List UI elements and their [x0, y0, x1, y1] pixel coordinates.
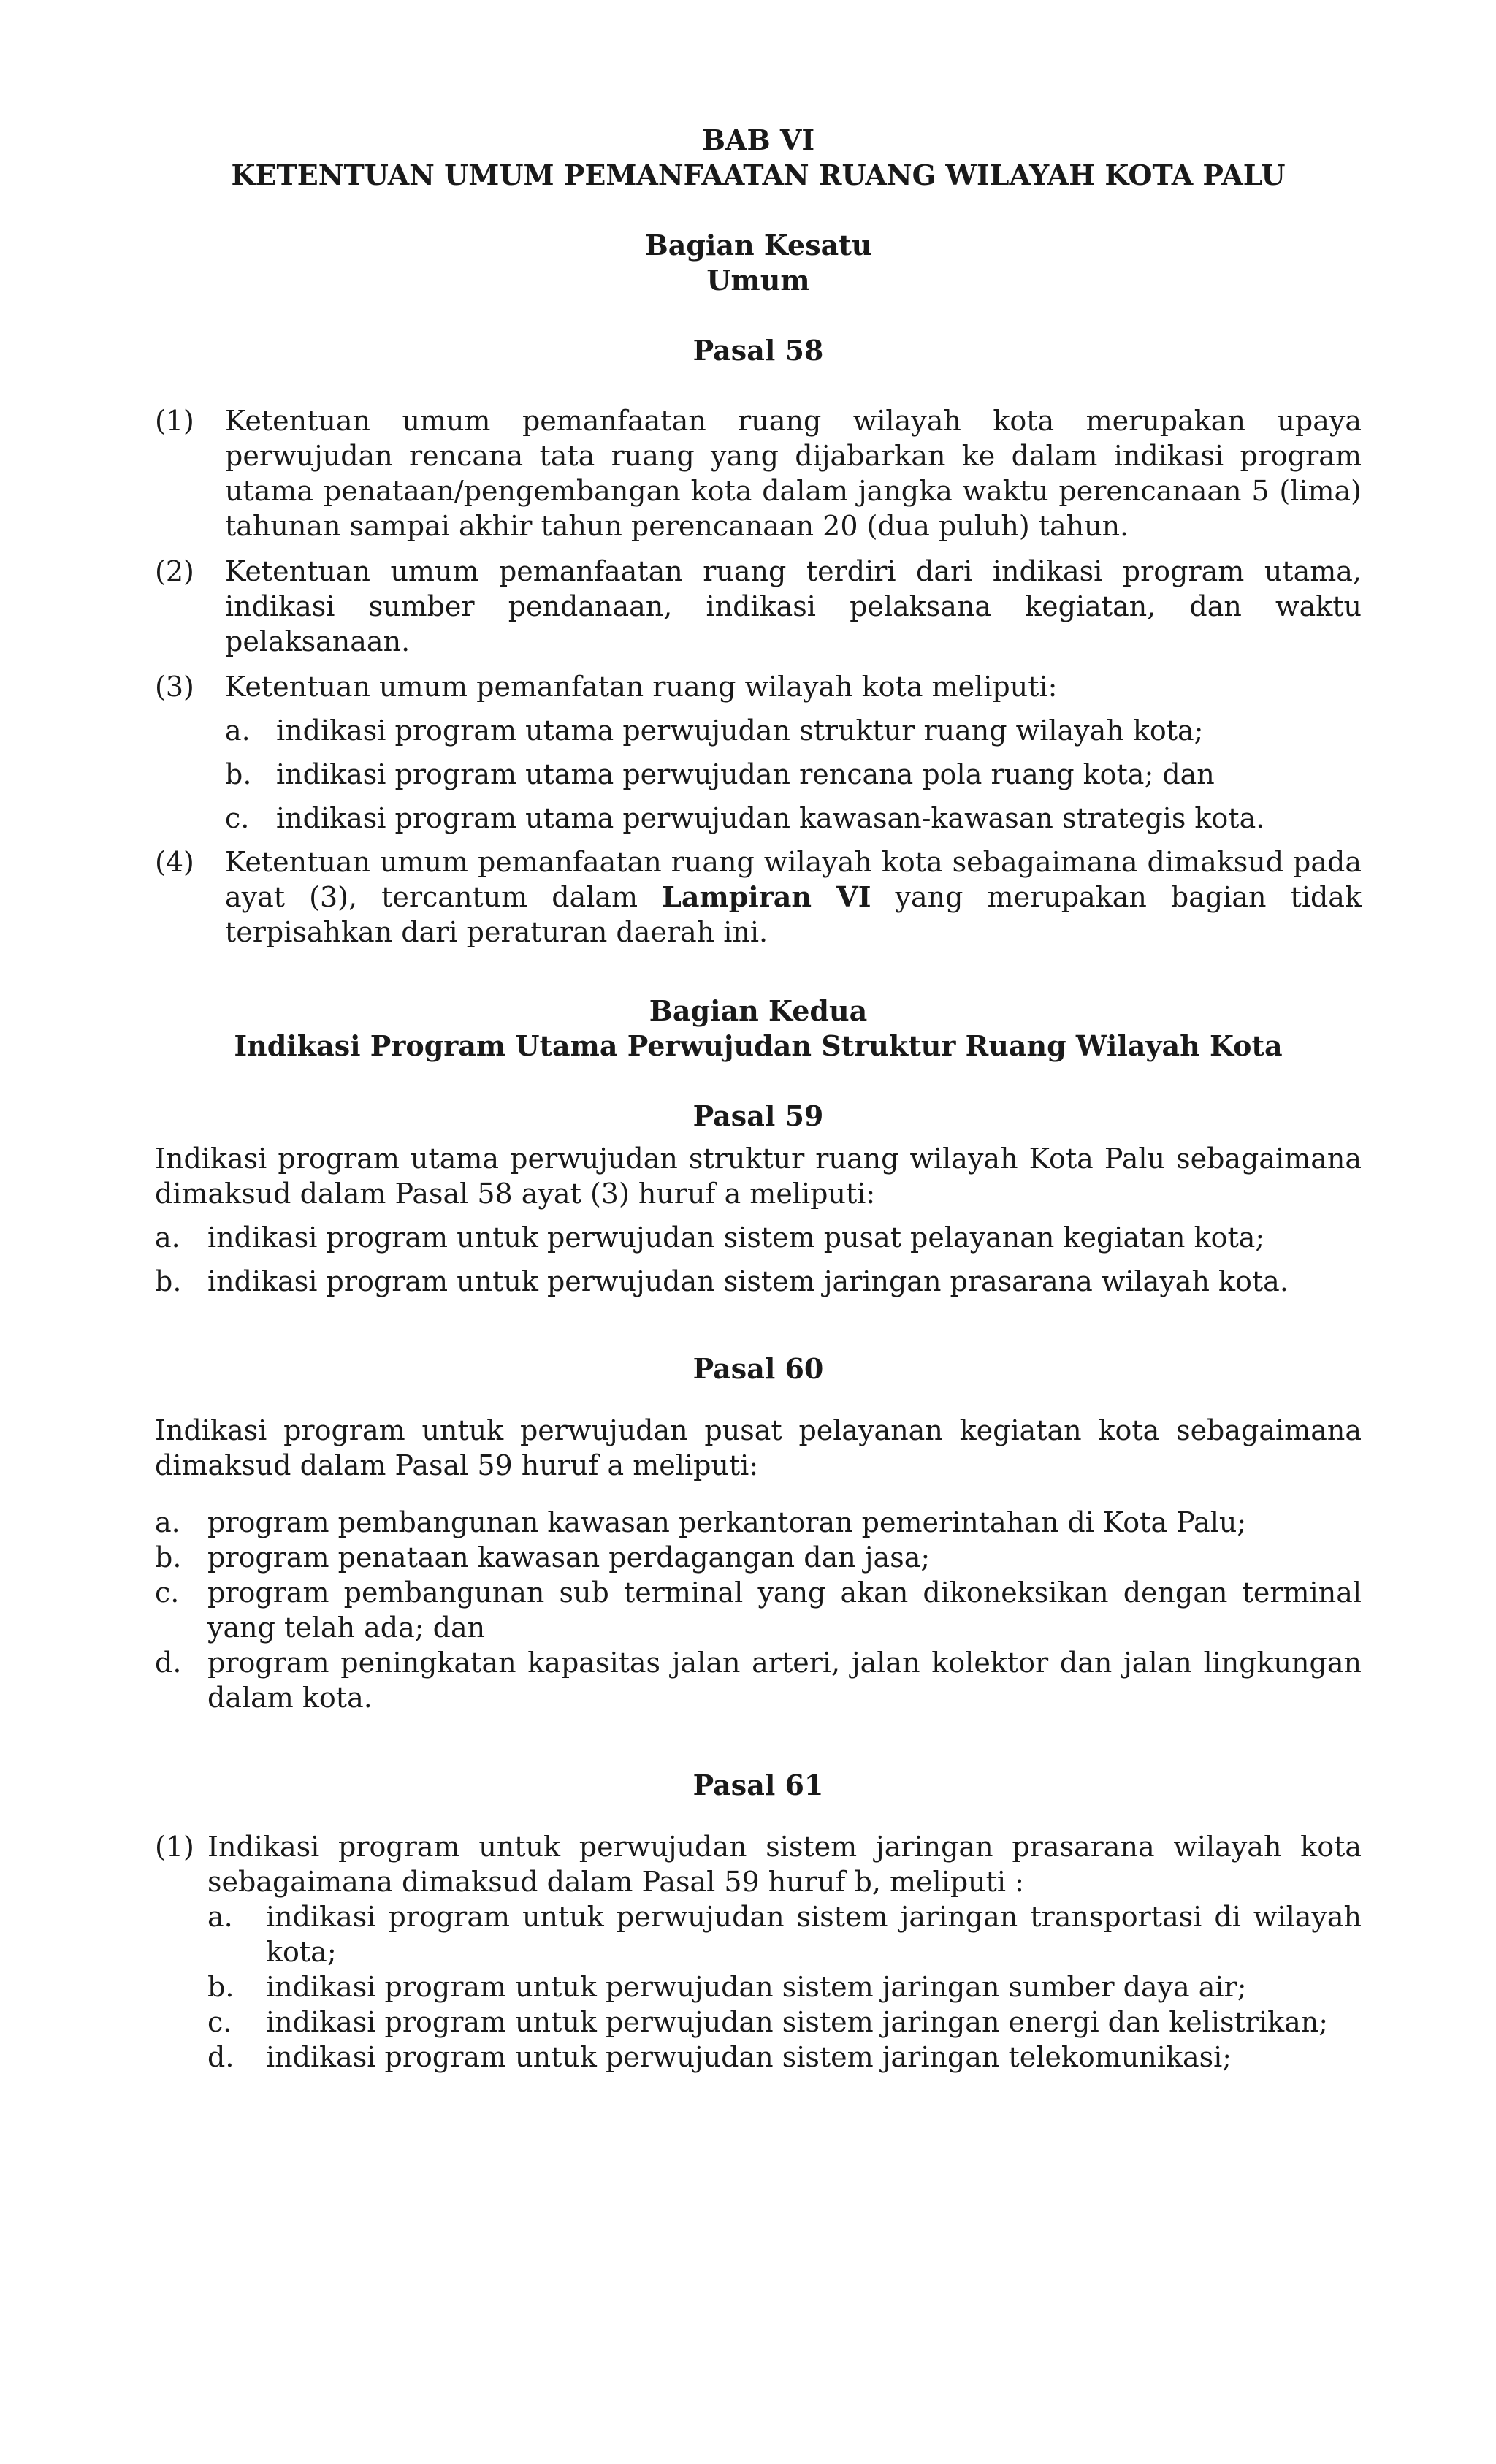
pasal61-subitems: [207, 1899, 1362, 2075]
item-text-part: Ketentuan umum pemanfaatan ruang wilayah kota sebagaimana dimaksud pada ayat (3), tercantum dalam: [225, 846, 1362, 913]
subitem-marker: c.: [207, 2006, 232, 2038]
item-text: [225, 844, 1362, 950]
item-marker: c.: [155, 1576, 180, 1609]
pasal58-item-3: [155, 669, 1362, 704]
part1-heading: Bagian Kesatu: [644, 229, 872, 262]
pasal59-item-b: [155, 1264, 1362, 1299]
subitem-marker: d.: [207, 2041, 234, 2073]
item-text: program pembangunan sub terminal yang akan dikoneksikan dengan terminal yang telah ada; dan: [207, 1576, 1362, 1644]
item-text: program peningkatan kapasitas jalan arteri, jalan kolektor dan jalan lingkungan dalam kota.: [207, 1647, 1362, 1714]
item-number: (2): [155, 555, 194, 587]
pasal58-item-4: [155, 844, 1362, 950]
pasal58-item-2: [155, 554, 1362, 659]
pasal58-subitem-a: [155, 713, 1362, 748]
item-number: (4): [155, 846, 194, 878]
pasal58-heading: Pasal 58: [692, 334, 824, 367]
subitem-text: indikasi program untuk perwujudan sistem jaringan transportasi di wilayah kota;: [266, 1901, 1362, 1968]
item-text: indikasi program untuk perwujudan sistem jaringan prasarana wilayah kota.: [207, 1265, 1289, 1297]
item-marker: b.: [155, 1541, 182, 1574]
pasal58-subitem-c: [155, 801, 1362, 836]
subitem-text: indikasi program untuk perwujudan sistem jaringan energi dan kelistrikan;: [266, 2006, 1329, 2038]
part2-heading: Bagian Kedua: [649, 994, 868, 1027]
item-text: program penataan kawasan perdagangan dan jasa;: [207, 1541, 931, 1574]
pasal60-item-a: [155, 1505, 1362, 1540]
item-text: Ketentuan umum pemanfaatan ruang terdiri dari indikasi program utama, indikasi sumber pendanaan, indikasi pelaksana kegiatan, dan waktu pelaksanaan.: [225, 555, 1362, 657]
item-text: Indikasi program untuk perwujudan sistem jaringan prasarana wilayah kota sebagaimana dimaksud dalam Pasal 59 huruf b, meliputi :: [207, 1831, 1362, 1898]
pasal60-item-b: [155, 1540, 1362, 1575]
item-marker: a.: [155, 1221, 180, 1254]
item-text: Ketentuan umum pemanfaatan ruang wilayah kota merupakan upaya perwujudan rencana tata ruang yang dijabarkan ke dalam indikasi program utama penataan/pengembangan kota dalam jangka waktu perencanaan 5 (lima) tahunan sampai akhir tahun perencanaan 20 (dua puluh) tahun.: [225, 405, 1362, 542]
pasal58-item-1: [155, 403, 1362, 543]
document-content: [155, 123, 1362, 2075]
pasal59-intro: Indikasi program utama perwujudan struktur ruang wilayah Kota Palu sebagaimana dimaksud dalam Pasal 58 ayat (3) huruf a meliputi:: [155, 1143, 1362, 1210]
item-marker: a.: [155, 1506, 180, 1538]
pasal60-item-d: [155, 1645, 1362, 1715]
item-text: Ketentuan umum pemanfatan ruang wilayah kota meliputi:: [225, 671, 1058, 703]
subitem-text: indikasi program utama perwujudan rencana pola ruang kota; dan: [276, 758, 1215, 790]
subitem-marker: c.: [225, 802, 250, 834]
pasal61-subitem-a: [207, 1899, 1362, 1969]
pasal61-heading: Pasal 61: [692, 1769, 824, 1801]
item-marker: d.: [155, 1647, 182, 1679]
item-text: program pembangunan kawasan perkantoran pemerintahan di Kota Palu;: [207, 1506, 1247, 1538]
part2-subheading: Indikasi Program Utama Perwujudan Struktur Ruang Wilayah Kota: [234, 1029, 1283, 1062]
subitem-marker: b.: [207, 1971, 234, 2003]
item-marker: b.: [155, 1265, 182, 1297]
subitem-text: indikasi program untuk perwujudan sistem jaringan telekomunikasi;: [266, 2041, 1232, 2073]
chapter-title: KETENTUAN UMUM PEMANFAATAN RUANG WILAYAH KOTA PALU: [231, 159, 1286, 191]
item-number: (3): [155, 671, 194, 703]
item-number: (1): [155, 1831, 194, 1863]
item-number: (1): [155, 405, 194, 437]
pasal60-intro: Indikasi program untuk perwujudan pusat pelayanan kegiatan kota sebagaimana dimaksud dalam Pasal 59 huruf a meliputi:: [155, 1414, 1362, 1481]
pasal59-heading: Pasal 59: [692, 1099, 824, 1132]
item-text-part: yang merupakan bagian tidak terpisahkan dari peraturan daerah ini.: [225, 881, 1362, 948]
pasal61-subitem-d: [207, 2040, 1362, 2075]
item-text: indikasi program untuk perwujudan sistem pusat pelayanan kegiatan kota;: [207, 1221, 1265, 1254]
pasal58-subitem-b: [155, 757, 1362, 792]
chapter-number: BAB VI: [701, 123, 815, 156]
lampiran-reference: Lampiran VI: [662, 880, 871, 913]
part1-subheading: Umum: [706, 264, 810, 297]
pasal61-subitem-c: [207, 2005, 1362, 2040]
pasal59-item-a: [155, 1220, 1362, 1255]
pasal61-subitem-b: [207, 1969, 1362, 2005]
pasal61-item-1: [155, 1829, 1362, 2075]
subitem-text: indikasi program utama perwujudan kawasan-kawasan strategis kota.: [276, 802, 1265, 834]
subitem-marker: a.: [225, 714, 251, 747]
subitem-text: indikasi program utama perwujudan struktur ruang wilayah kota;: [276, 714, 1204, 747]
subitem-marker: a.: [207, 1901, 233, 1933]
pasal60-heading: Pasal 60: [692, 1352, 824, 1385]
subitem-text: indikasi program untuk perwujudan sistem jaringan sumber daya air;: [266, 1971, 1247, 2003]
subitem-marker: b.: [225, 758, 252, 790]
pasal60-item-c: [155, 1575, 1362, 1645]
